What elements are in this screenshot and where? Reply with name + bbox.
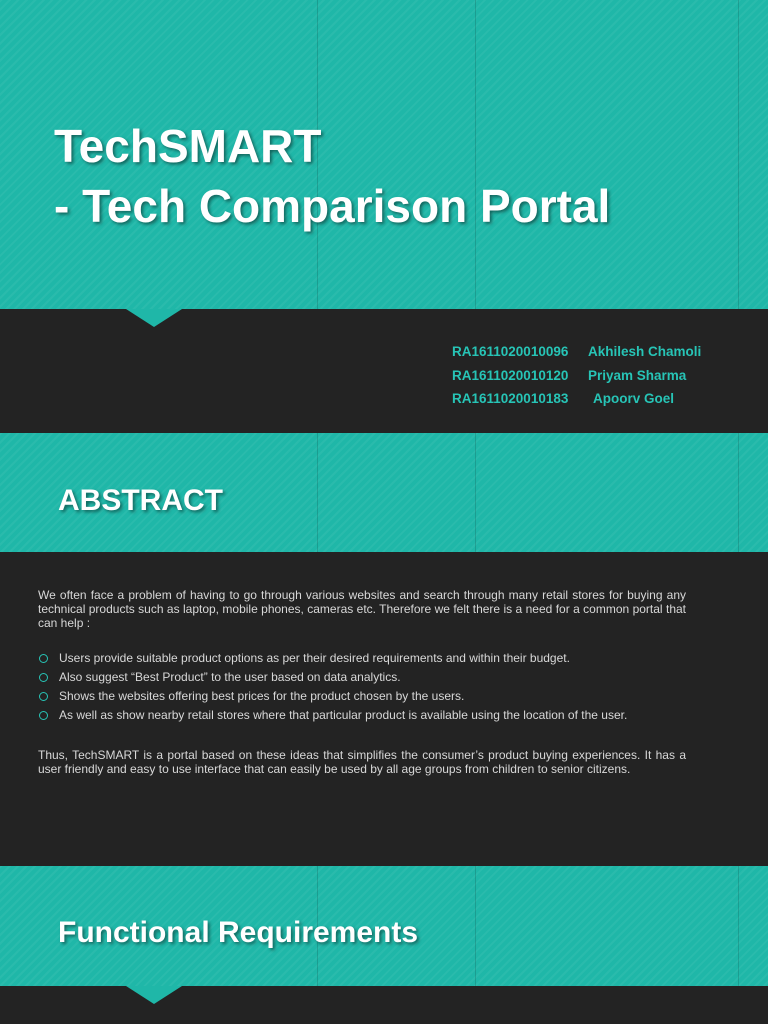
abstract-bullet-list [38, 652, 686, 722]
notch-arrow [126, 986, 182, 1004]
bullet-item [38, 671, 686, 684]
bullet-item [38, 690, 686, 703]
abstract-body [38, 588, 686, 776]
slide1-title [54, 116, 610, 236]
circle-bullet-icon [39, 673, 48, 682]
author-row [452, 387, 701, 411]
circle-bullet-icon [39, 692, 48, 701]
circle-bullet-icon [39, 711, 48, 720]
abstract-heading: ABSTRACT [58, 484, 223, 517]
author-name: Akhilesh Chamoli [588, 344, 702, 359]
title-line1: TechSMART [54, 120, 322, 172]
notch-arrow [126, 309, 182, 327]
title-line2: - Tech Comparison Portal [54, 180, 611, 232]
circle-bullet-icon [39, 654, 48, 663]
functional-requirements-heading: Functional Requirements [58, 916, 419, 949]
bullet-item [38, 709, 686, 722]
bullet-text: Shows the websites offering best prices for the product chosen by the users. [59, 689, 465, 703]
author-list [452, 340, 701, 411]
author-id: RA1611020010120 [452, 367, 569, 383]
abstract-intro: We often face a problem of having to go through various websites and search through many retail stores for buying any technical products such as laptop, mobile phones, cameras etc. Therefore we felt there is a need for a common portal that can help : [38, 588, 686, 630]
author-id: RA1611020010183 [452, 391, 569, 406]
author-id: RA1611020010096 [452, 344, 569, 359]
bullet-text: As well as show nearby retail stores where that particular product is available using the location of the user. [59, 708, 628, 722]
bullet-item [38, 652, 686, 665]
bullet-text: Users provide suitable product options as per their desired requirements and within their budget. [59, 651, 570, 665]
author-row [452, 364, 701, 388]
abstract-conclusion: Thus, TechSMART is a portal based on these ideas that simplifies the consumer’s product buying experiences. It has a user friendly and easy to use interface that can easily be used by all age groups from children to senior citizens. [38, 748, 686, 776]
author-name: Priyam Sharma [588, 367, 687, 383]
author-name: Apoorv Goel [593, 391, 675, 406]
slide3-body-band [0, 986, 768, 1024]
bullet-text: Also suggest “Best Product” to the user based on data analytics. [59, 670, 401, 684]
author-row [452, 340, 701, 364]
